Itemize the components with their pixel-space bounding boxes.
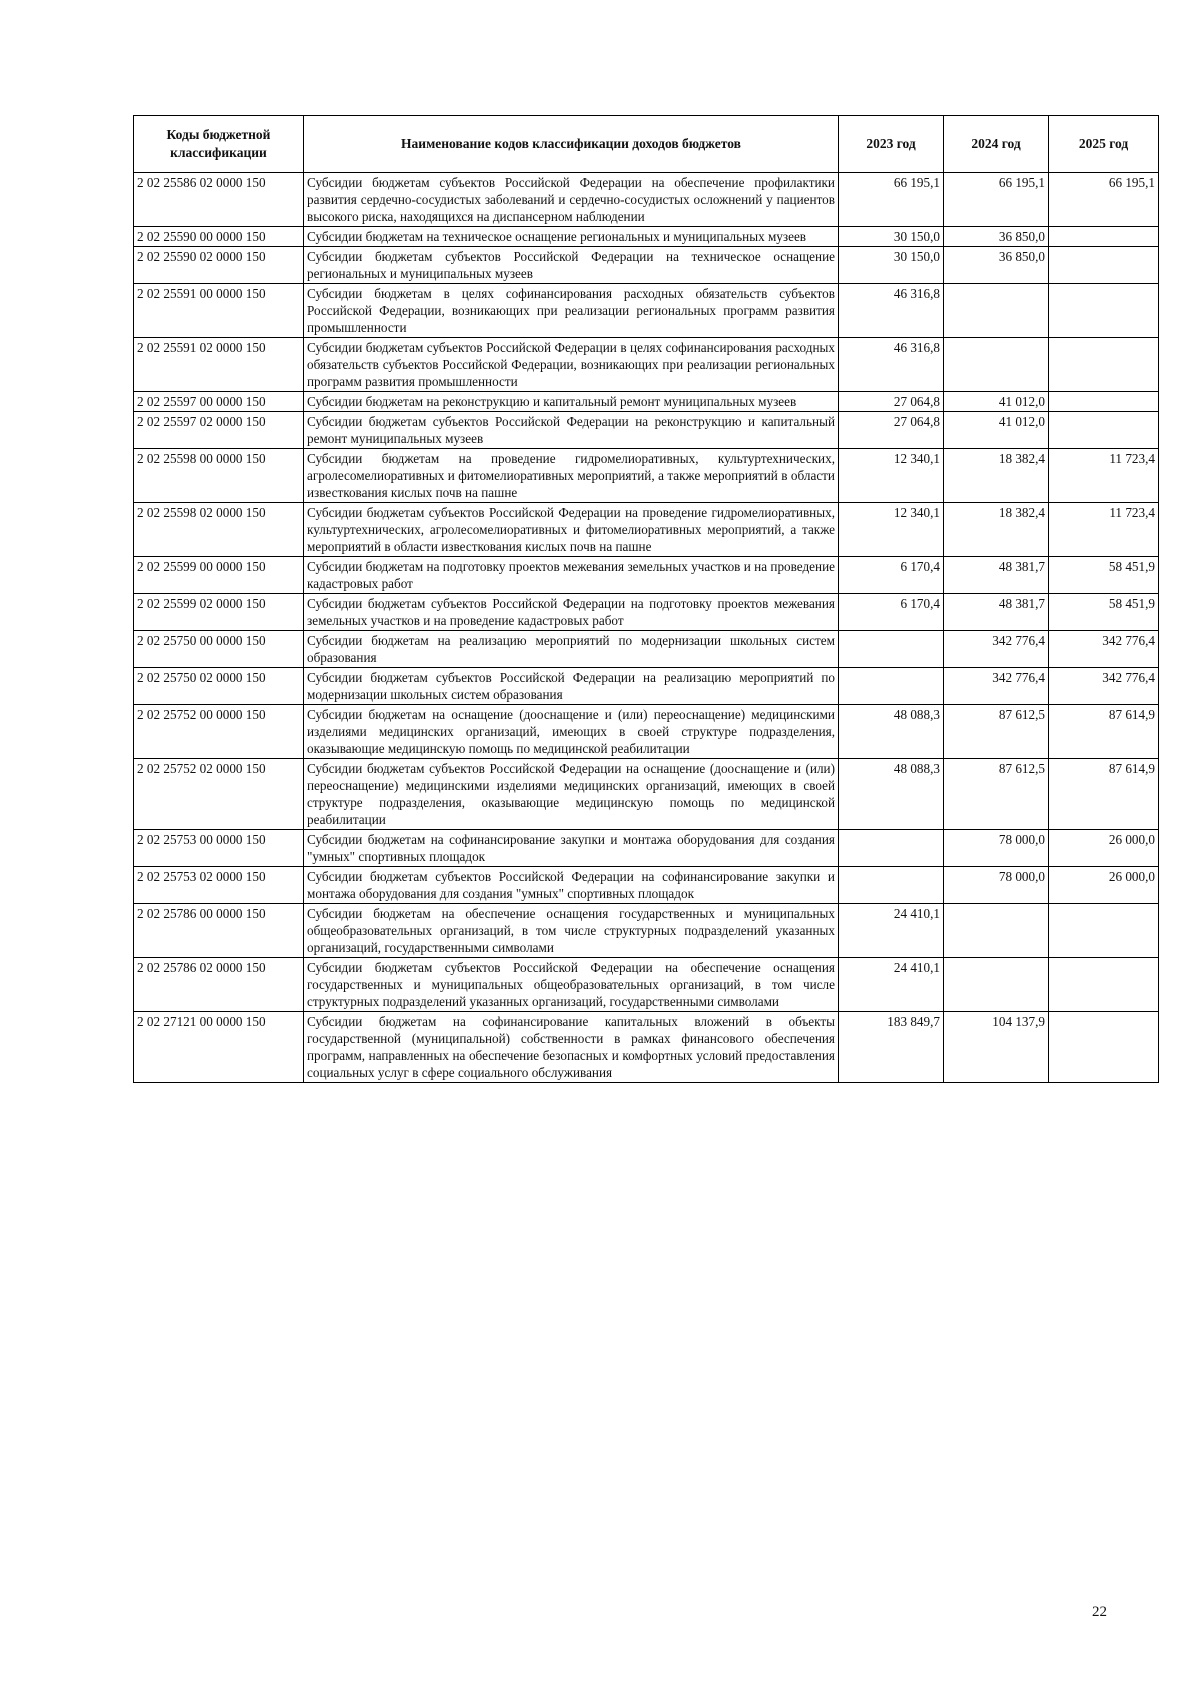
cell-2024: 342 776,4: [944, 668, 1049, 705]
cell-2023: [839, 867, 944, 904]
cell-code: 2 02 25586 02 0000 150: [134, 173, 304, 227]
cell-2024: 36 850,0: [944, 247, 1049, 284]
cell-2025: 26 000,0: [1049, 867, 1159, 904]
cell-name: Субсидии бюджетам субъектов Российской Федерации на техническое оснащение региональных и муниципальных музеев: [304, 247, 839, 284]
cell-2024: [944, 284, 1049, 338]
cell-name: Субсидии бюджетам субъектов Российской Федерации в целях софинансирования расходных обязательств субъектов Российской Федерации, возникающих при реализации региональных программ развития промышленности: [304, 338, 839, 392]
budget-income-table: [133, 115, 1159, 1083]
cell-2024: 41 012,0: [944, 392, 1049, 412]
cell-2023: 48 088,3: [839, 705, 944, 759]
table-row: [134, 631, 1159, 668]
cell-2025: 58 451,9: [1049, 557, 1159, 594]
cell-code: 2 02 25750 02 0000 150: [134, 668, 304, 705]
table-row: [134, 503, 1159, 557]
cell-code: 2 02 25598 00 0000 150: [134, 449, 304, 503]
cell-2023: 6 170,4: [839, 594, 944, 631]
cell-2023: 12 340,1: [839, 503, 944, 557]
cell-2025: [1049, 904, 1159, 958]
table-row: [134, 247, 1159, 284]
table-row: [134, 759, 1159, 830]
cell-name: Субсидии бюджетам на реализацию мероприятий по модернизации школьных систем образования: [304, 631, 839, 668]
cell-code: 2 02 25750 00 0000 150: [134, 631, 304, 668]
cell-2023: 6 170,4: [839, 557, 944, 594]
cell-2025: [1049, 338, 1159, 392]
header-row: [134, 116, 1159, 173]
cell-code: 2 02 25590 02 0000 150: [134, 247, 304, 284]
cell-2025: [1049, 227, 1159, 247]
cell-2024: 36 850,0: [944, 227, 1049, 247]
cell-code: 2 02 25597 00 0000 150: [134, 392, 304, 412]
cell-2024: [944, 904, 1049, 958]
cell-2024: 87 612,5: [944, 705, 1049, 759]
table-row: [134, 705, 1159, 759]
cell-2023: [839, 631, 944, 668]
table-row: [134, 173, 1159, 227]
cell-2024: 48 381,7: [944, 557, 1049, 594]
cell-2023: 46 316,8: [839, 284, 944, 338]
cell-code: 2 02 25591 00 0000 150: [134, 284, 304, 338]
cell-2024: 48 381,7: [944, 594, 1049, 631]
table-row: [134, 904, 1159, 958]
cell-2023: 66 195,1: [839, 173, 944, 227]
table-row: [134, 867, 1159, 904]
cell-2023: 24 410,1: [839, 904, 944, 958]
cell-2023: 27 064,8: [839, 412, 944, 449]
cell-2025: [1049, 392, 1159, 412]
cell-2025: [1049, 958, 1159, 1012]
cell-2023: 27 064,8: [839, 392, 944, 412]
cell-code: 2 02 25597 02 0000 150: [134, 412, 304, 449]
header-2024: 2024 год: [944, 116, 1049, 173]
cell-code: 2 02 25786 02 0000 150: [134, 958, 304, 1012]
cell-code: 2 02 25590 00 0000 150: [134, 227, 304, 247]
cell-2024: 342 776,4: [944, 631, 1049, 668]
cell-name: Субсидии бюджетам на обеспечение оснащения государственных и муниципальных общеобразовательных организаций, в том числе структурных подразделений указанных организаций, государственными символами: [304, 904, 839, 958]
cell-name: Субсидии бюджетам на подготовку проектов межевания земельных участков и на проведение кадастровых работ: [304, 557, 839, 594]
cell-name: Субсидии бюджетам субъектов Российской Федерации на подготовку проектов межевания земельных участков и на проведение кадастровых работ: [304, 594, 839, 631]
cell-2025: [1049, 247, 1159, 284]
cell-2023: 48 088,3: [839, 759, 944, 830]
table-row: [134, 594, 1159, 631]
cell-2024: 104 137,9: [944, 1012, 1049, 1083]
cell-code: 2 02 25598 02 0000 150: [134, 503, 304, 557]
cell-code: 2 02 25591 02 0000 150: [134, 338, 304, 392]
cell-2025: 87 614,9: [1049, 705, 1159, 759]
cell-2023: [839, 668, 944, 705]
cell-2025: 66 195,1: [1049, 173, 1159, 227]
cell-2025: 342 776,4: [1049, 631, 1159, 668]
cell-2025: 11 723,4: [1049, 449, 1159, 503]
header-2023: 2023 год: [839, 116, 944, 173]
cell-name: Субсидии бюджетам субъектов Российской Федерации на проведение гидромелиоративных, культуртехнических, агролесомелиоративных и фитомелиоративных мероприятий, а также мероприятий в области известкования кислых почв на пашне: [304, 503, 839, 557]
cell-name: Субсидии бюджетам субъектов Российской Федерации на софинансирование закупки и монтажа оборудования для создания "умных" спортивных площадок: [304, 867, 839, 904]
table-row: [134, 284, 1159, 338]
cell-name: Субсидии бюджетам на проведение гидромелиоративных, культуртехнических, агролесомелиоративных и фитомелиоративных мероприятий, а также мероприятий в области известкования кислых почв на пашне: [304, 449, 839, 503]
cell-2023: [839, 830, 944, 867]
cell-2025: 11 723,4: [1049, 503, 1159, 557]
table-row: [134, 227, 1159, 247]
cell-code: 2 02 25753 00 0000 150: [134, 830, 304, 867]
table-row: [134, 392, 1159, 412]
cell-name: Субсидии бюджетам субъектов Российской Федерации на оснащение (дооснащение и (или) переоснащение) медицинскими изделиями медицинских организаций, имеющих в своей структуре подразделения, оказывающие медицинскую помощь по медицинской реабилитации: [304, 759, 839, 830]
cell-2025: 342 776,4: [1049, 668, 1159, 705]
cell-2023: 24 410,1: [839, 958, 944, 1012]
cell-2024: 78 000,0: [944, 830, 1049, 867]
cell-code: 2 02 25599 00 0000 150: [134, 557, 304, 594]
header-name: Наименование кодов классификации доходов бюджетов: [304, 116, 839, 173]
cell-2025: [1049, 412, 1159, 449]
cell-name: Субсидии бюджетам на техническое оснащение региональных и муниципальных музеев: [304, 227, 839, 247]
cell-2024: [944, 958, 1049, 1012]
cell-2023: 183 849,7: [839, 1012, 944, 1083]
cell-name: Субсидии бюджетам субъектов Российской Федерации на реализацию мероприятий по модернизации школьных систем образования: [304, 668, 839, 705]
cell-code: 2 02 25752 00 0000 150: [134, 705, 304, 759]
table-header: [134, 116, 1159, 173]
cell-2023: 30 150,0: [839, 247, 944, 284]
cell-name: Субсидии бюджетам субъектов Российской Федерации на обеспечение оснащения государственных и муниципальных общеобразовательных организаций, в том числе структурных подразделений указанных организаций, государственными символами: [304, 958, 839, 1012]
cell-code: 2 02 25752 02 0000 150: [134, 759, 304, 830]
table-row: [134, 557, 1159, 594]
table-row: [134, 449, 1159, 503]
table-row: [134, 338, 1159, 392]
cell-code: 2 02 25786 00 0000 150: [134, 904, 304, 958]
cell-2024: 18 382,4: [944, 449, 1049, 503]
table-row: [134, 668, 1159, 705]
cell-code: 2 02 27121 00 0000 150: [134, 1012, 304, 1083]
table-row: [134, 830, 1159, 867]
cell-2025: 58 451,9: [1049, 594, 1159, 631]
cell-2024: 66 195,1: [944, 173, 1049, 227]
cell-2024: 41 012,0: [944, 412, 1049, 449]
header-code: Коды бюджетной классификации: [134, 116, 304, 173]
cell-name: Субсидии бюджетам субъектов Российской Федерации на реконструкцию и капитальный ремонт муниципальных музеев: [304, 412, 839, 449]
cell-name: Субсидии бюджетам на софинансирование закупки и монтажа оборудования для создания "умных" спортивных площадок: [304, 830, 839, 867]
cell-2025: [1049, 284, 1159, 338]
cell-code: 2 02 25599 02 0000 150: [134, 594, 304, 631]
cell-code: 2 02 25753 02 0000 150: [134, 867, 304, 904]
cell-2024: 18 382,4: [944, 503, 1049, 557]
cell-2023: 46 316,8: [839, 338, 944, 392]
cell-2025: 87 614,9: [1049, 759, 1159, 830]
table-row: [134, 958, 1159, 1012]
table-row: [134, 412, 1159, 449]
cell-2023: 12 340,1: [839, 449, 944, 503]
cell-name: Субсидии бюджетам субъектов Российской Федерации на обеспечение профилактики развития сердечно-сосудистых заболеваний и сердечно-сосудистых осложнений у пациентов высокого риска, находящихся на диспансерном наблюдении: [304, 173, 839, 227]
cell-name: Субсидии бюджетам на оснащение (дооснащение и (или) переоснащение) медицинскими изделиями медицинских организаций, имеющих в своей структуре подразделения, оказывающие медицинскую помощь по медицинской реабилитации: [304, 705, 839, 759]
cell-2025: [1049, 1012, 1159, 1083]
table-row: [134, 1012, 1159, 1083]
table-body: [134, 173, 1159, 1083]
cell-2023: 30 150,0: [839, 227, 944, 247]
header-2025: 2025 год: [1049, 116, 1159, 173]
cell-2025: 26 000,0: [1049, 830, 1159, 867]
cell-2024: 78 000,0: [944, 867, 1049, 904]
cell-name: Субсидии бюджетам на софинансирование капитальных вложений в объекты государственной (муниципальной) собственности в рамках финансового обеспечения программ, направленных на обеспечение безопасных и комфортных условий предоставления социальных услуг в сфере социального обслуживания: [304, 1012, 839, 1083]
cell-2024: [944, 338, 1049, 392]
cell-name: Субсидии бюджетам на реконструкцию и капитальный ремонт муниципальных музеев: [304, 392, 839, 412]
cell-2024: 87 612,5: [944, 759, 1049, 830]
page-number: 22: [1092, 1604, 1107, 1620]
cell-name: Субсидии бюджетам в целях софинансирования расходных обязательств субъектов Российской Федерации, возникающих при реализации региональных программ развития промышленности: [304, 284, 839, 338]
